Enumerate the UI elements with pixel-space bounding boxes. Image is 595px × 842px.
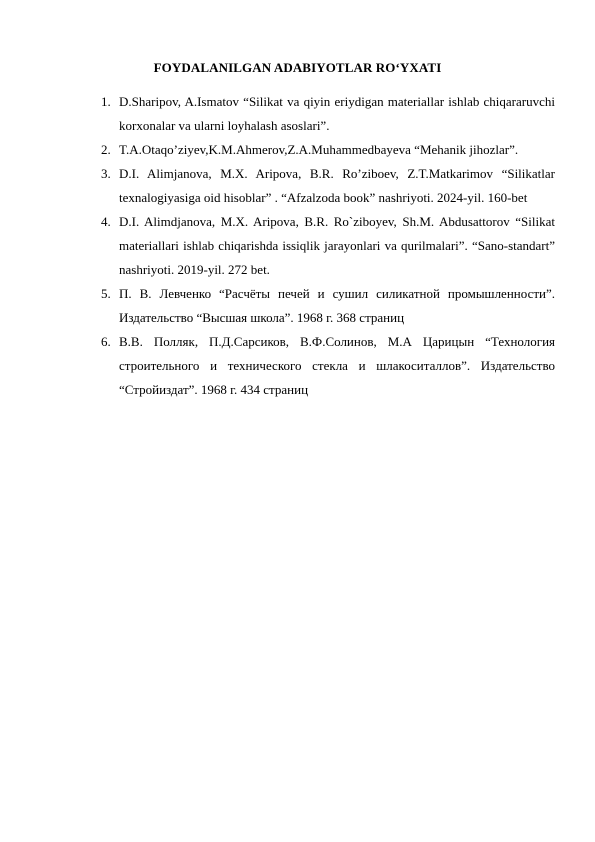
reference-item (101, 90, 555, 138)
reference-item (101, 210, 555, 282)
reference-number: 5. (101, 286, 111, 301)
reference-text: D.Sharipov, A.Ismatov “Silikat va qiyin eriydigan materiallar ishlab chiqararuvchi korxonalar va ularni loyhalash asoslari”. (119, 94, 555, 133)
reference-item (101, 162, 555, 210)
reference-list (101, 90, 555, 402)
reference-item (101, 282, 555, 330)
reference-text: T.A.Otaqo’ziyev,K.M.Ahmerov,Z.A.Muhammedbayeva “Mehanik jihozlar”. (119, 142, 519, 157)
reference-number: 6. (101, 334, 111, 349)
reference-number: 3. (101, 166, 111, 181)
reference-number: 2. (101, 142, 111, 157)
reference-item (101, 138, 555, 162)
reference-text: D.I. Alimjanova, M.X. Aripova, B.R. Ro’ziboev, Z.T.Matkarimov “Silikatlar texnalogiyasiga oid hisoblar” . “Afzalzoda book” nashriyoti. 2024-yil. 160-bet (119, 166, 555, 205)
reference-number: 4. (101, 214, 111, 229)
reference-text: П. В. Левченко “Расчёты печей и сушил силикатной промышленности”. Издательство “Высшая школа”. 1968 г. 368 страниц (119, 286, 555, 325)
page-title: FOYDALANILGAN ADABIYOTLAR RO‘YXATI (153, 60, 442, 75)
reference-item (101, 330, 555, 402)
reference-text: D.I. Alimdjanova, M.X. Aripova, B.R. Ro`ziboyev, Sh.M. Abdusattorov “Silikat materiallari ishlab chiqarishda issiqlik jarayonlari va qurilmalari”. “Sano-standart” nashriyoti. 2019-yil. 272 bet. (119, 214, 555, 277)
reference-number: 1. (101, 94, 111, 109)
reference-text: В.В. Полляк, П.Д.Сарсиков, В.Ф.Солинов, М.А Царицын “Технология строительного и технического стекла и шлакоситаллов”. Издательство “Стройиздат”. 1968 г. 434 страниц (119, 334, 555, 397)
